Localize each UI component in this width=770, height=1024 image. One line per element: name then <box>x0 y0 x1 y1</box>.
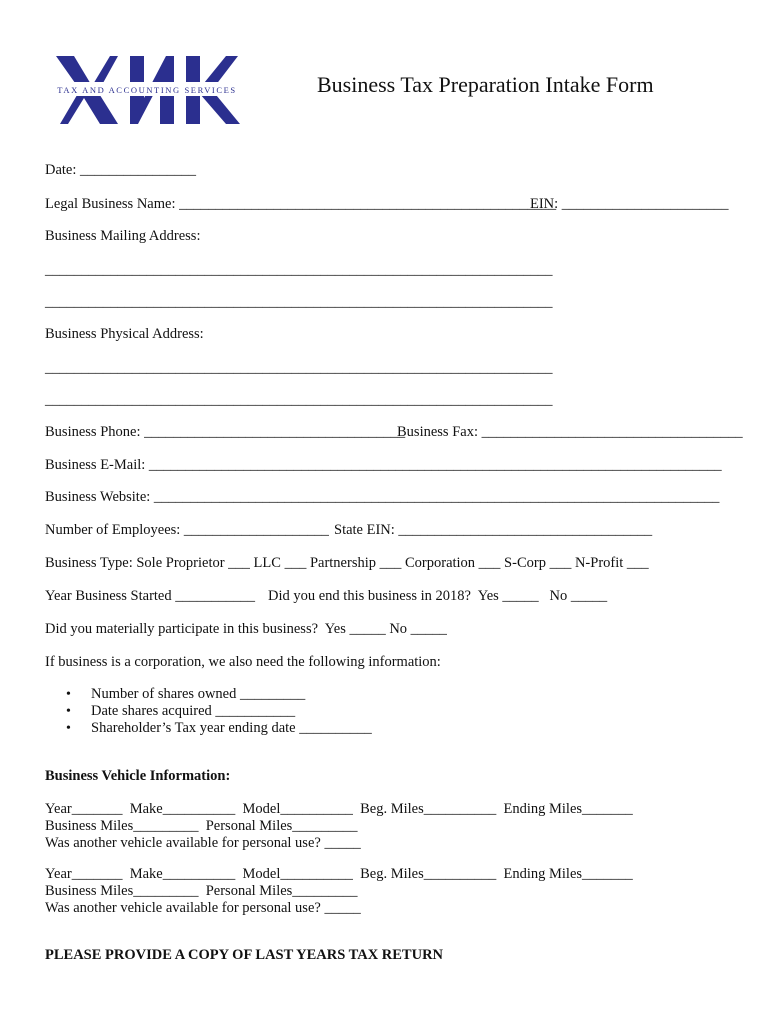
physical-address-line-1[interactable]: ______________________________________________________________________ <box>45 360 553 376</box>
corporation-info-intro: If business is a corporation, we also need the following information: <box>45 654 441 670</box>
tax-return-notice: PLEASE PROVIDE A COPY OF LAST YEARS TAX RETURN <box>45 947 444 963</box>
ein-field[interactable]: EIN: _______________________ <box>530 196 729 212</box>
bullet-icon: • <box>66 721 71 736</box>
date-field[interactable]: Date: ________________ <box>45 162 197 178</box>
year-business-started-field[interactable]: Year Business Started ___________ <box>45 588 255 604</box>
legal-business-name-field[interactable]: Legal Business Name: ____________________________________________________ <box>45 196 557 212</box>
date-shares-acquired-field[interactable]: Date shares acquired ___________ <box>91 703 296 719</box>
vehicle-1-details-field[interactable]: Year_______ Make__________ Model__________ Beg. Miles__________ Ending Miles_______ <box>45 801 633 817</box>
page-title: Business Tax Preparation Intake Form <box>317 72 654 97</box>
logo-text: TAX AND ACCOUNTING SERVICES <box>57 85 237 95</box>
business-website-field[interactable]: Business Website: ______________________________________________________________________________ <box>45 489 720 505</box>
shareholder-tax-year-field[interactable]: Shareholder’s Tax year ending date __________ <box>91 720 372 736</box>
mailing-address-line-2[interactable]: ______________________________________________________________________ <box>45 294 553 310</box>
business-email-field[interactable]: Business E-Mail: _______________________________________________________________________________ <box>45 457 722 473</box>
vehicle-1-miles-field[interactable]: Business Miles_________ Personal Miles_________ <box>45 818 358 834</box>
vehicle-2-miles-field[interactable]: Business Miles_________ Personal Miles_________ <box>45 883 358 899</box>
vehicle-2-personal-use-field[interactable]: Was another vehicle available for personal use? _____ <box>45 900 361 916</box>
mailing-address-label: Business Mailing Address: <box>45 228 201 244</box>
business-phone-field[interactable]: Business Phone: ____________________________________ <box>45 424 406 440</box>
physical-address-label: Business Physical Address: <box>45 326 204 342</box>
business-fax-field[interactable]: Business Fax: ____________________________________ <box>397 424 743 440</box>
vehicle-info-heading: Business Vehicle Information: <box>45 768 231 784</box>
logo-mark-icon <box>40 48 260 128</box>
material-participation-field[interactable]: Did you materially participate in this business? Yes _____ No _____ <box>45 621 447 637</box>
bullet-icon: • <box>66 687 71 702</box>
state-ein-field[interactable]: State EIN: ___________________________________ <box>334 522 653 538</box>
number-of-employees-field[interactable]: Number of Employees: ____________________ <box>45 522 329 538</box>
physical-address-line-2[interactable]: ______________________________________________________________________ <box>45 392 553 408</box>
business-type-field[interactable]: Business Type: Sole Proprietor ___ LLC ___ Partnership ___ Corporation ___ S-Corp ___ N-Profit ___ <box>45 555 649 571</box>
company-logo <box>40 48 260 128</box>
business-ended-field[interactable]: Did you end this business in 2018? Yes _____ No _____ <box>268 588 608 604</box>
mailing-address-line-1[interactable]: ______________________________________________________________________ <box>45 262 553 278</box>
vehicle-2-details-field[interactable]: Year_______ Make__________ Model__________ Beg. Miles__________ Ending Miles_______ <box>45 866 633 882</box>
shares-owned-field[interactable]: Number of shares owned _________ <box>91 686 306 702</box>
vehicle-1-personal-use-field[interactable]: Was another vehicle available for personal use? _____ <box>45 835 361 851</box>
bullet-icon: • <box>66 704 71 719</box>
